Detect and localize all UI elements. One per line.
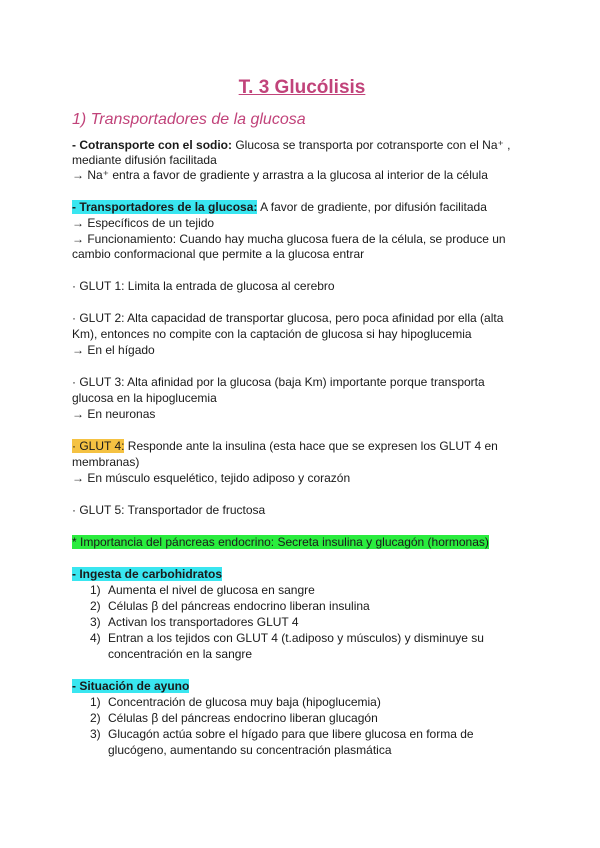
ayuno-heading: - Situación de ayuno xyxy=(72,679,190,693)
transportadores-line-3: → Funcionamiento: Cuando hay mucha glucosa fuera de la célula, se produce un xyxy=(72,232,506,246)
list-item: 2) Células β del páncreas endocrino liberan glucagón xyxy=(90,711,378,725)
cotransporte-label: - Cotransporte con el sodio: xyxy=(72,138,233,152)
list-item: 3) Glucagón actúa sobre el hígado para que libere glucosa en forma de xyxy=(90,727,474,741)
list-item-continuation: concentración en la sangre xyxy=(108,647,253,661)
glut5-line: · GLUT 5: Transportador de fructosa xyxy=(72,503,266,517)
glut2-line-2: Km), entonces no compite con la captación de glucosa si hay hipoglucemia xyxy=(72,327,472,341)
glut3-line-3: → En neuronas xyxy=(72,407,156,421)
glut4-line-2: membranas) xyxy=(72,455,140,469)
transportadores-label: - Transportadores de la glucosa: xyxy=(72,200,258,214)
importancia-note: * Importancia del páncreas endocrino: Secreta insulina y glucagón (hormonas) xyxy=(72,535,489,549)
ingesta-heading: - Ingesta de carbohidratos xyxy=(72,567,223,581)
list-item: 1) Concentración de glucosa muy baja (hipoglucemia) xyxy=(90,695,381,709)
transportadores-line-4: cambio conformacional que permite a la glucosa entrar xyxy=(72,247,365,261)
transportadores-line-1: - Transportadores de la glucosa: A favor de gradiente, por difusión facilitada xyxy=(72,200,487,214)
list-item: 2) Células β del páncreas endocrino liberan insulina xyxy=(90,599,370,613)
glut4-line-3: → En músculo esquelético, tejido adiposo y corazón xyxy=(72,471,351,485)
glut4-line-1: · GLUT 4: Responde ante la insulina (esta hace que se expresen los GLUT 4 en xyxy=(72,439,498,453)
list-item-continuation: glucógeno, aumentando su concentración plasmática xyxy=(108,743,392,757)
cotransporte-line-1: - Cotransporte con el sodio: Glucosa se transporta por cotransporte con el Na⁺ , xyxy=(72,138,511,152)
glut2-line-1: · GLUT 2: Alta capacidad de transportar glucosa, pero poca afinidad por ella (alta xyxy=(72,311,504,325)
page-title: T. 3 Glucólisis xyxy=(238,77,366,98)
cotransporte-line-3: → Na⁺ entra a favor de gradiente y arrastra a la glucosa al interior de la célula xyxy=(72,168,488,182)
section-title: 1) Transportadores de la glucosa xyxy=(72,111,306,128)
list-item: 3) Activan los transportadores GLUT 4 xyxy=(90,615,299,629)
glut2-line-3: → En el hígado xyxy=(72,343,155,357)
cotransporte-line-2: mediante difusión facilitada xyxy=(72,153,217,167)
list-item: 4) Entran a los tejidos con GLUT 4 (t.adiposo y músculos) y disminuye su xyxy=(90,631,484,645)
list-item: 1) Aumenta el nivel de glucosa en sangre xyxy=(90,583,315,597)
glut1-line: · GLUT 1: Limita la entrada de glucosa al cerebro xyxy=(72,279,335,293)
glut4-label: · GLUT 4: xyxy=(72,439,125,453)
glut3-line-2: glucosa en la hipoglucemia xyxy=(72,391,217,405)
glut3-line-1: · GLUT 3: Alta afinidad por la glucosa (baja Km) importante porque transporta xyxy=(72,375,485,389)
transportadores-line-2: → Específicos de un tejido xyxy=(72,216,215,230)
